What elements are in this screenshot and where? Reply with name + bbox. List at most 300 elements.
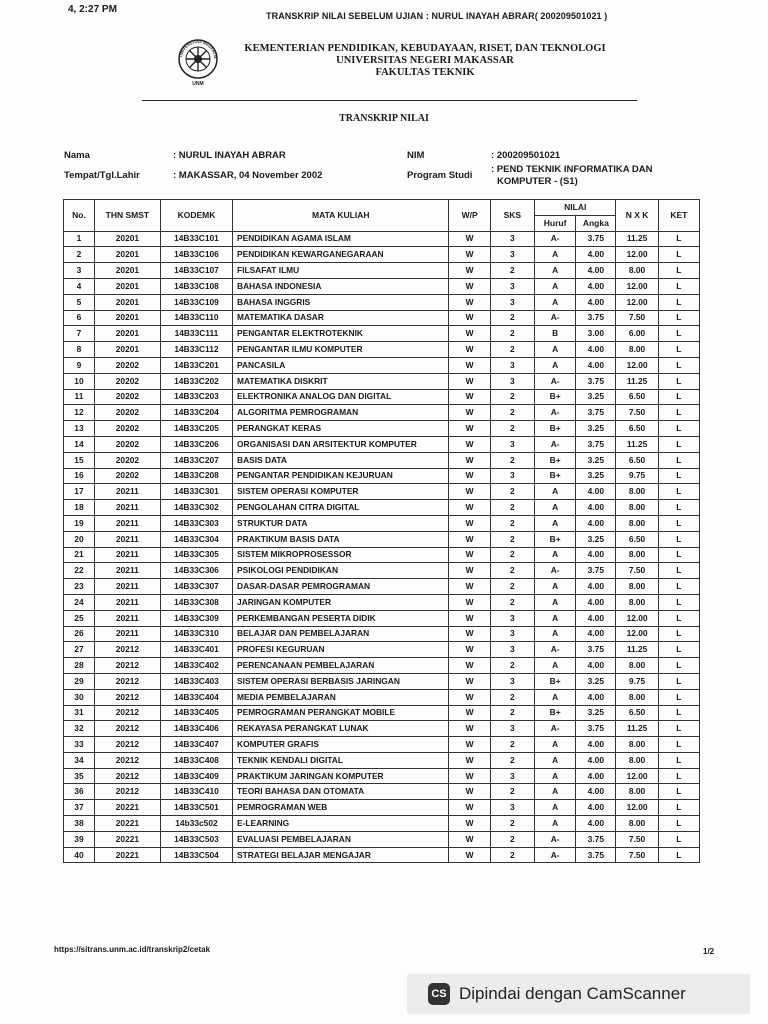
cell-sks: 2 — [490, 484, 534, 500]
cell-no: 25 — [64, 610, 95, 626]
cell-no: 8 — [64, 342, 95, 358]
grades-table — [63, 199, 700, 863]
cell-sks: 3 — [490, 231, 534, 247]
cell-ket: L — [658, 579, 699, 595]
cell-nxk: 8.00 — [616, 784, 658, 800]
cell-thn-smst: 20202 — [94, 452, 160, 468]
cell-kodemk: 14B33C409 — [160, 768, 232, 784]
cell-kodemk: 14B33C108 — [160, 278, 232, 294]
cell-no: 10 — [64, 373, 95, 389]
cell-nxk: 11.25 — [616, 721, 658, 737]
header-nilai: NILAI — [535, 200, 616, 216]
cell-angka: 4.00 — [576, 594, 616, 610]
cell-no: 27 — [64, 642, 95, 658]
cell-nxk: 8.00 — [616, 342, 658, 358]
cell-sks: 3 — [490, 373, 534, 389]
cell-thn-smst: 20211 — [94, 484, 160, 500]
cell-mata-kuliah: JARINGAN KOMPUTER — [233, 594, 449, 610]
cell-no: 4 — [64, 278, 95, 294]
cell-huruf: A- — [535, 373, 576, 389]
table-row — [64, 231, 700, 247]
cell-kodemk: 14B33C308 — [160, 594, 232, 610]
cell-ket: L — [658, 689, 699, 705]
header-thn-smst: THN SMST — [94, 200, 160, 232]
cell-thn-smst: 20212 — [94, 721, 160, 737]
cell-sks: 2 — [490, 405, 534, 421]
cell-wp: W — [449, 594, 490, 610]
cell-thn-smst: 20202 — [94, 405, 160, 421]
cell-nxk: 12.00 — [616, 247, 658, 263]
cell-mata-kuliah: PERKEMBANGAN PESERTA DIDIK — [233, 610, 449, 626]
cell-wp: W — [449, 626, 490, 642]
cell-thn-smst: 20201 — [94, 278, 160, 294]
cell-wp: W — [449, 342, 490, 358]
cell-wp: W — [449, 515, 490, 531]
cell-ket: L — [658, 436, 699, 452]
cell-nxk: 7.50 — [616, 831, 658, 847]
cell-ket: L — [658, 784, 699, 800]
cell-angka: 3.75 — [576, 831, 616, 847]
cell-wp: W — [449, 721, 490, 737]
cell-sks: 3 — [490, 278, 534, 294]
cell-thn-smst: 20201 — [94, 263, 160, 279]
cell-nxk: 6.50 — [616, 421, 658, 437]
table-row — [64, 737, 700, 753]
cell-kodemk: 14B33C302 — [160, 500, 232, 516]
logo-abbr: UNM — [192, 81, 204, 87]
cell-huruf: A — [535, 594, 576, 610]
cell-angka: 4.00 — [576, 658, 616, 674]
cell-mata-kuliah: BAHASA INGGRIS — [233, 294, 449, 310]
cell-angka: 4.00 — [576, 816, 616, 832]
cell-mata-kuliah: E-LEARNING — [233, 816, 449, 832]
cell-wp: W — [449, 468, 490, 484]
cell-angka: 4.00 — [576, 784, 616, 800]
cell-angka: 4.00 — [576, 500, 616, 516]
cell-kodemk: 14B33C305 — [160, 547, 232, 563]
cell-huruf: A — [535, 263, 576, 279]
cell-kodemk: 14B33C304 — [160, 531, 232, 547]
cell-wp: W — [449, 563, 490, 579]
cell-ket: L — [658, 531, 699, 547]
cell-wp: W — [449, 357, 490, 373]
cell-angka: 4.00 — [576, 357, 616, 373]
cell-no: 20 — [64, 531, 95, 547]
cell-kodemk: 14B33C112 — [160, 342, 232, 358]
cell-nxk: 11.25 — [616, 373, 658, 389]
table-row — [64, 326, 700, 342]
cell-huruf: A — [535, 737, 576, 753]
cell-huruf: A — [535, 278, 576, 294]
cell-sks: 3 — [490, 626, 534, 642]
cell-wp: W — [449, 405, 490, 421]
cell-no: 26 — [64, 626, 95, 642]
cell-no: 31 — [64, 705, 95, 721]
table-row — [64, 547, 700, 563]
cell-mata-kuliah: PERENCANAAN PEMBELAJARAN — [233, 658, 449, 674]
cell-thn-smst: 20212 — [94, 705, 160, 721]
cell-thn-smst: 20202 — [94, 357, 160, 373]
cell-thn-smst: 20201 — [94, 231, 160, 247]
cell-ket: L — [658, 389, 699, 405]
cell-kodemk: 14B33C310 — [160, 626, 232, 642]
cell-ket: L — [658, 642, 699, 658]
cell-nxk: 8.00 — [616, 658, 658, 674]
cell-ket: L — [658, 768, 699, 784]
cell-nxk: 12.00 — [616, 768, 658, 784]
cell-wp: W — [449, 247, 490, 263]
cell-thn-smst: 20212 — [94, 673, 160, 689]
cell-mata-kuliah: BELAJAR DAN PEMBELAJARAN — [233, 626, 449, 642]
cell-sks: 3 — [490, 642, 534, 658]
cell-ket: L — [658, 247, 699, 263]
cell-wp: W — [449, 784, 490, 800]
cell-huruf: A- — [535, 405, 576, 421]
table-row — [64, 357, 700, 373]
cell-huruf: A — [535, 658, 576, 674]
cell-kodemk: 14B33C501 — [160, 800, 232, 816]
cell-huruf: B+ — [535, 468, 576, 484]
university-name: UNIVERSITAS NEGERI MAKASSAR — [336, 55, 514, 66]
header-huruf: Huruf — [535, 215, 576, 231]
cell-ket: L — [658, 373, 699, 389]
cell-kodemk: 14B33C407 — [160, 737, 232, 753]
cell-thn-smst: 20211 — [94, 547, 160, 563]
cell-huruf: A — [535, 816, 576, 832]
cell-huruf: A — [535, 800, 576, 816]
cell-no: 39 — [64, 831, 95, 847]
table-row — [64, 421, 700, 437]
cell-sks: 3 — [490, 610, 534, 626]
cell-angka: 4.00 — [576, 610, 616, 626]
cell-ket: L — [658, 468, 699, 484]
cell-huruf: A — [535, 784, 576, 800]
cell-no: 6 — [64, 310, 95, 326]
cell-thn-smst: 20212 — [94, 768, 160, 784]
table-row — [64, 626, 700, 642]
cell-kodemk: 14B33C111 — [160, 326, 232, 342]
cell-huruf: A — [535, 515, 576, 531]
cell-no: 30 — [64, 689, 95, 705]
cell-nxk: 12.00 — [616, 357, 658, 373]
cell-wp: W — [449, 579, 490, 595]
cell-ket: L — [658, 421, 699, 437]
cell-wp: W — [449, 389, 490, 405]
cell-kodemk: 14b33c502 — [160, 816, 232, 832]
name-value: : NURUL INAYAH ABRAR — [173, 150, 286, 161]
cell-mata-kuliah: BAHASA INDONESIA — [233, 278, 449, 294]
cell-nxk: 12.00 — [616, 278, 658, 294]
cell-kodemk: 14B33C404 — [160, 689, 232, 705]
cell-sks: 2 — [490, 342, 534, 358]
cell-no: 34 — [64, 752, 95, 768]
cell-wp: W — [449, 310, 490, 326]
table-row — [64, 373, 700, 389]
cell-angka: 4.00 — [576, 484, 616, 500]
cell-ket: L — [658, 231, 699, 247]
cell-ket: L — [658, 500, 699, 516]
table-row — [64, 405, 700, 421]
cell-sks: 3 — [490, 800, 534, 816]
cell-angka: 3.75 — [576, 563, 616, 579]
cell-thn-smst: 20212 — [94, 642, 160, 658]
cell-no: 37 — [64, 800, 95, 816]
cell-sks: 2 — [490, 547, 534, 563]
cell-no: 40 — [64, 847, 95, 863]
cell-ket: L — [658, 263, 699, 279]
table-row — [64, 610, 700, 626]
cell-sks: 2 — [490, 500, 534, 516]
cell-kodemk: 14B33C309 — [160, 610, 232, 626]
cell-nxk: 9.75 — [616, 673, 658, 689]
cell-angka: 4.00 — [576, 278, 616, 294]
cell-no: 36 — [64, 784, 95, 800]
cell-sks: 2 — [490, 831, 534, 847]
header-wp: W/P — [449, 200, 490, 232]
cell-mata-kuliah: BASIS DATA — [233, 452, 449, 468]
institution-header — [230, 43, 620, 79]
cell-sks: 2 — [490, 389, 534, 405]
cell-huruf: B+ — [535, 531, 576, 547]
cell-huruf: A- — [535, 721, 576, 737]
cell-angka: 4.00 — [576, 515, 616, 531]
cell-nxk: 8.00 — [616, 547, 658, 563]
cell-ket: L — [658, 547, 699, 563]
cell-nxk: 7.50 — [616, 847, 658, 863]
header-angka: Angka — [576, 215, 616, 231]
cell-sks: 2 — [490, 658, 534, 674]
cell-thn-smst: 20211 — [94, 610, 160, 626]
table-row — [64, 263, 700, 279]
cell-no: 2 — [64, 247, 95, 263]
cell-wp: W — [449, 231, 490, 247]
cell-ket: L — [658, 626, 699, 642]
cell-mata-kuliah: STRUKTUR DATA — [233, 515, 449, 531]
cell-wp: W — [449, 294, 490, 310]
cell-kodemk: 14B33C301 — [160, 484, 232, 500]
cell-nxk: 8.00 — [616, 594, 658, 610]
cell-no: 19 — [64, 515, 95, 531]
cell-kodemk: 14B33C205 — [160, 421, 232, 437]
cell-no: 29 — [64, 673, 95, 689]
cell-nxk: 6.50 — [616, 705, 658, 721]
cell-wp: W — [449, 705, 490, 721]
cell-mata-kuliah: EVALUASI PEMBELAJARAN — [233, 831, 449, 847]
cell-kodemk: 14B33C401 — [160, 642, 232, 658]
cell-sks: 3 — [490, 294, 534, 310]
cell-ket: L — [658, 342, 699, 358]
cell-wp: W — [449, 547, 490, 563]
cell-thn-smst: 20212 — [94, 658, 160, 674]
cell-wp: W — [449, 263, 490, 279]
cell-angka: 4.00 — [576, 737, 616, 753]
cell-kodemk: 14B33C307 — [160, 579, 232, 595]
camscanner-label: Dipindai dengan CamScanner — [459, 984, 686, 1003]
cell-sks: 2 — [490, 847, 534, 863]
cell-mata-kuliah: DASAR-DASAR PEMROGRAMAN — [233, 579, 449, 595]
cell-nxk: 6.00 — [616, 326, 658, 342]
cell-thn-smst: 20221 — [94, 816, 160, 832]
cell-no: 3 — [64, 263, 95, 279]
cell-ket: L — [658, 800, 699, 816]
cell-huruf: A- — [535, 847, 576, 863]
cell-kodemk: 14B33C503 — [160, 831, 232, 847]
cell-nxk: 8.00 — [616, 500, 658, 516]
cell-sks: 2 — [490, 784, 534, 800]
cell-no: 38 — [64, 816, 95, 832]
cell-thn-smst: 20201 — [94, 247, 160, 263]
table-row — [64, 800, 700, 816]
cell-huruf: B+ — [535, 673, 576, 689]
cell-ket: L — [658, 326, 699, 342]
cell-kodemk: 14B33C101 — [160, 231, 232, 247]
cell-mata-kuliah: TEORI BAHASA DAN OTOMATA — [233, 784, 449, 800]
table-row — [64, 673, 700, 689]
cell-ket: L — [658, 278, 699, 294]
cell-mata-kuliah: STRATEGI BELAJAR MENGAJAR — [233, 847, 449, 863]
table-row — [64, 784, 700, 800]
cell-angka: 4.00 — [576, 342, 616, 358]
cell-ket: L — [658, 357, 699, 373]
cell-sks: 2 — [490, 689, 534, 705]
table-row — [64, 689, 700, 705]
cell-no: 28 — [64, 658, 95, 674]
table-row — [64, 705, 700, 721]
cell-huruf: A — [535, 626, 576, 642]
cell-mata-kuliah: PENDIDIKAN AGAMA ISLAM — [233, 231, 449, 247]
cell-huruf: A — [535, 294, 576, 310]
cell-sks: 2 — [490, 752, 534, 768]
cell-ket: L — [658, 515, 699, 531]
table-row — [64, 847, 700, 863]
cell-no: 12 — [64, 405, 95, 421]
cell-thn-smst: 20211 — [94, 579, 160, 595]
header-no: No. — [64, 200, 95, 232]
cell-sks: 2 — [490, 579, 534, 595]
cell-mata-kuliah: SISTEM OPERASI BERBASIS JARINGAN — [233, 673, 449, 689]
cell-no: 18 — [64, 500, 95, 516]
cell-nxk: 7.50 — [616, 405, 658, 421]
cell-no: 23 — [64, 579, 95, 595]
cell-wp: W — [449, 689, 490, 705]
cell-no: 35 — [64, 768, 95, 784]
cell-wp: W — [449, 737, 490, 753]
table-row — [64, 294, 700, 310]
table-row — [64, 515, 700, 531]
table-row — [64, 658, 700, 674]
cell-sks: 2 — [490, 310, 534, 326]
program-value-line2: KOMPUTER - (S1) — [497, 176, 578, 187]
cell-nxk: 6.50 — [616, 531, 658, 547]
cell-nxk: 11.25 — [616, 231, 658, 247]
cell-kodemk: 14B33C403 — [160, 673, 232, 689]
cell-thn-smst: 20211 — [94, 531, 160, 547]
cell-angka: 3.75 — [576, 847, 616, 863]
table-row — [64, 342, 700, 358]
cell-no: 7 — [64, 326, 95, 342]
cell-huruf: A — [535, 484, 576, 500]
table-row — [64, 642, 700, 658]
header-nxk: N X K — [616, 200, 658, 232]
table-row — [64, 563, 700, 579]
cell-angka: 3.25 — [576, 452, 616, 468]
cell-ket: L — [658, 705, 699, 721]
cell-kodemk: 14B33C406 — [160, 721, 232, 737]
cell-huruf: B — [535, 326, 576, 342]
cell-no: 5 — [64, 294, 95, 310]
cell-mata-kuliah: PROFESI KEGURUAN — [233, 642, 449, 658]
cell-thn-smst: 20201 — [94, 294, 160, 310]
cell-huruf: A- — [535, 831, 576, 847]
cell-wp: W — [449, 768, 490, 784]
cell-ket: L — [658, 452, 699, 468]
cell-mata-kuliah: PANCASILA — [233, 357, 449, 373]
cell-mata-kuliah: ORGANISASI DAN ARSITEKTUR KOMPUTER — [233, 436, 449, 452]
cell-mata-kuliah: PENDIDIKAN KEWARGANEGARAAN — [233, 247, 449, 263]
cell-mata-kuliah: PENGANTAR ILMU KOMPUTER — [233, 342, 449, 358]
cell-mata-kuliah: ALGORITMA PEMROGRAMAN — [233, 405, 449, 421]
cell-huruf: B+ — [535, 389, 576, 405]
cell-angka: 3.75 — [576, 436, 616, 452]
birth-value: : MAKASSAR, 04 November 2002 — [173, 170, 323, 181]
cell-thn-smst: 20212 — [94, 784, 160, 800]
cell-angka: 3.25 — [576, 389, 616, 405]
cell-mata-kuliah: PENGANTAR ELEKTROTEKNIK — [233, 326, 449, 342]
cell-kodemk: 14B33C109 — [160, 294, 232, 310]
cell-nxk: 11.25 — [616, 436, 658, 452]
cell-wp: W — [449, 642, 490, 658]
cell-huruf: A — [535, 689, 576, 705]
cell-kodemk: 14B33C203 — [160, 389, 232, 405]
header-sks: SKS — [490, 200, 534, 232]
cell-sks: 2 — [490, 421, 534, 437]
cell-huruf: A — [535, 768, 576, 784]
cell-angka: 3.00 — [576, 326, 616, 342]
cell-mata-kuliah: PENGOLAHAN CITRA DIGITAL — [233, 500, 449, 516]
cell-sks: 2 — [490, 816, 534, 832]
cell-thn-smst: 20212 — [94, 689, 160, 705]
cell-huruf: A — [535, 547, 576, 563]
table-row — [64, 389, 700, 405]
cell-ket: L — [658, 294, 699, 310]
cell-angka: 4.00 — [576, 547, 616, 563]
cell-sks: 2 — [490, 452, 534, 468]
cell-sks: 2 — [490, 737, 534, 753]
cell-sks: 3 — [490, 721, 534, 737]
cell-sks: 3 — [490, 768, 534, 784]
cell-sks: 3 — [490, 468, 534, 484]
cell-angka: 3.25 — [576, 673, 616, 689]
cell-sks: 2 — [490, 594, 534, 610]
cell-nxk: 7.50 — [616, 310, 658, 326]
cell-thn-smst: 20211 — [94, 594, 160, 610]
program-value-line1: : PEND TEKNIK INFORMATIKA DAN — [491, 164, 653, 175]
table-row — [64, 436, 700, 452]
table-row — [64, 752, 700, 768]
document-title: TRANSKRIP NILAI — [339, 113, 429, 124]
cell-ket: L — [658, 405, 699, 421]
table-row — [64, 278, 700, 294]
cell-ket: L — [658, 563, 699, 579]
cell-thn-smst: 20221 — [94, 831, 160, 847]
cell-thn-smst: 20201 — [94, 326, 160, 342]
cell-thn-smst: 20211 — [94, 500, 160, 516]
cell-kodemk: 14B33C106 — [160, 247, 232, 263]
cell-thn-smst: 20221 — [94, 800, 160, 816]
table-row — [64, 500, 700, 516]
table-row — [64, 531, 700, 547]
cell-nxk: 8.00 — [616, 737, 658, 753]
